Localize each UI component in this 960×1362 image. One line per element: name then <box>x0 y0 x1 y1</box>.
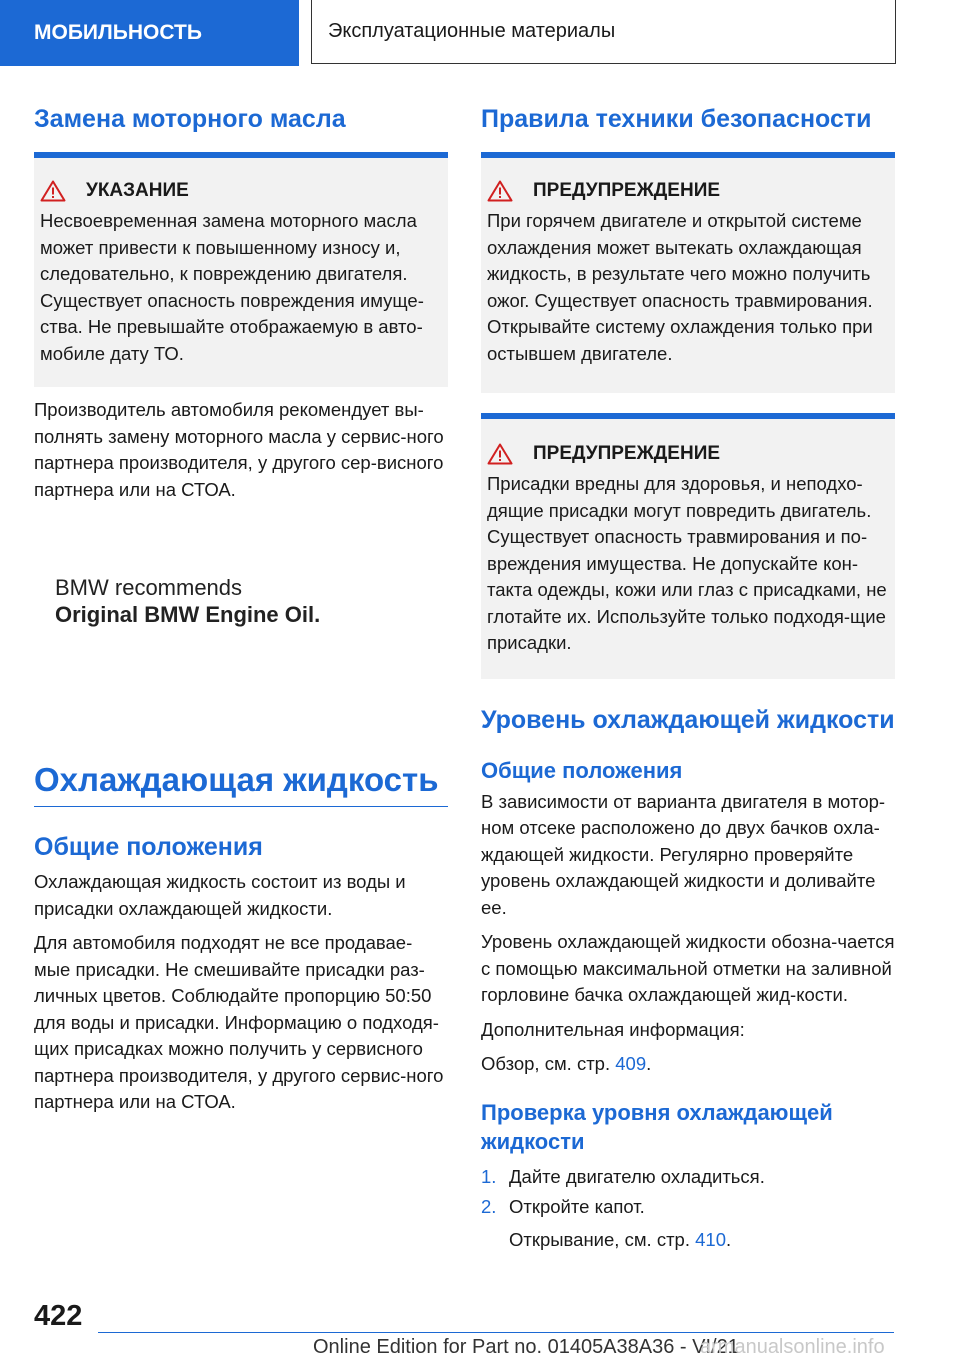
step-item <box>481 1194 895 1221</box>
bmw-oil-logo <box>55 574 355 628</box>
step-item <box>481 1164 895 1191</box>
warning-icon <box>487 443 513 465</box>
warning-2-text: Присадки вредны для здоровья, и неподхо-дящие присадки могут повредить двигатель. Существует опасность травмирования и по-вреждения имущества. Не допускайте кон-такта одежды, кожи или глаз с присадками, не глотайте их. Используйте только подходя-щие присадки. <box>487 473 887 653</box>
warning-2-title <box>487 439 889 469</box>
level-general-heading: Общие положения <box>481 757 683 783</box>
level-reference <box>481 1051 895 1078</box>
step-text: Дайте двигателю охладиться. <box>509 1165 765 1187</box>
coolant-level-heading: Уровень охлаждающей жидкости <box>481 705 895 734</box>
step-2-reference-text: Открывание, см. стр. <box>509 1228 696 1250</box>
page-header <box>0 0 960 66</box>
coolant-heading: Охлаждающая жидкость <box>34 761 439 798</box>
page-link-409[interactable]: 409 <box>615 1053 647 1074</box>
general-paragraph-2: Для автомобиля подходят не все продавае-мые присадки. Не смешивайте присадки раз-личных цветов. Соблюдайте пропорцию 50:50 для воды и присадки. Информацию о подходя-щих присадках можно получить у сервисного партнера производителя, у другого сервис-ного партнера или на СТОА. <box>34 932 444 1112</box>
note-text: Несвоевременная замена моторного масла может привести к повышенному износу и, следовательно, к повреждению двигателя. Существует опасность повреждения имуще-ства. Не превышайте отображаемую в авто-мобиле дату ТО. <box>40 210 424 364</box>
general-paragraph-1: Охлаждающая жидкость состоит из воды и присадки охлаждающей жидкости. <box>34 871 406 919</box>
level-paragraph-3: Дополнительная информация: <box>481 1018 745 1040</box>
warning-box-1 <box>481 158 895 393</box>
level-reference-text: Обзор, см. стр. <box>481 1053 616 1074</box>
safety-heading: Правила техники безопасности <box>481 105 872 133</box>
warning-icon <box>40 180 66 202</box>
chapter-tab[interactable]: Эксплуатационные материалы <box>311 0 896 64</box>
oil-paragraph: Производитель автомобиля рекомендует вы-полнять замену моторного масла у сервис-ного партнера производителя, у другого сер-висного партнера или на СТОА. <box>34 399 444 500</box>
coolant-section <box>34 760 448 1116</box>
steps-list <box>481 1164 895 1254</box>
warning-1-text: При горячем двигателе и открытой системе охлаждения может вытекать охлаждающая жидкость, в результате чего можно получить ожог. Существует опасность травмирования. Открывайте систему охлаждения только при остывшем двигателе. <box>487 210 873 364</box>
warning-icon <box>487 180 513 202</box>
left-column <box>34 96 448 503</box>
note-title-text: УКАЗАНИЕ <box>86 180 189 201</box>
step-text: Откройте капот. <box>509 1196 645 1217</box>
logo-line-2: Original BMW Engine Oil. <box>55 602 321 627</box>
level-reference-end: . <box>646 1053 652 1074</box>
note-title <box>40 176 442 206</box>
edition-text: Online Edition for Part no. 01405A38A36 - VI/21 <box>313 1336 739 1358</box>
watermark-text: armanualsonline.info <box>700 1336 885 1358</box>
warning-2-title-text: ПРЕДУПРЕЖДЕНИЕ <box>533 443 721 464</box>
page-number: 422 <box>34 1300 83 1332</box>
note-box <box>34 158 448 387</box>
step-2-reference-end: . <box>726 1228 732 1250</box>
coolant-rule <box>34 806 448 807</box>
logo-line-1: BMW recommends <box>55 575 243 600</box>
step-number: 1. <box>481 1165 497 1187</box>
page-link-410[interactable]: 410 <box>695 1228 726 1250</box>
warning-1-title-text: ПРЕДУПРЕЖДЕНИЕ <box>533 180 721 201</box>
warning-box-2 <box>481 419 895 679</box>
section-tab[interactable]: МОБИЛЬНОСТЬ <box>0 0 299 66</box>
step-2-reference <box>509 1227 895 1254</box>
footer-rule <box>98 1332 894 1333</box>
right-column <box>481 96 895 1253</box>
step-number: 2. <box>481 1196 497 1217</box>
general-heading: Общие положения <box>34 833 263 861</box>
oil-change-heading: Замена моторного масла <box>34 105 346 133</box>
level-paragraph-2: Уровень охлаждающей жидкости обозна-чается с помощью максимальной отметки на заливной горловине бачка охлаждающей жид-кости. <box>481 931 895 1005</box>
warning-1-title <box>487 176 889 206</box>
level-paragraph-1: В зависимости от варианта двигателя в мотор-ном отсеке расположено до двух бачков охла-ждающей жидкости. Регулярно проверяйте уровень охлаждающей жидкости и доливайте ее. <box>481 790 886 918</box>
check-level-heading: Проверка уровня охлаждающей жидкости <box>481 1099 833 1154</box>
